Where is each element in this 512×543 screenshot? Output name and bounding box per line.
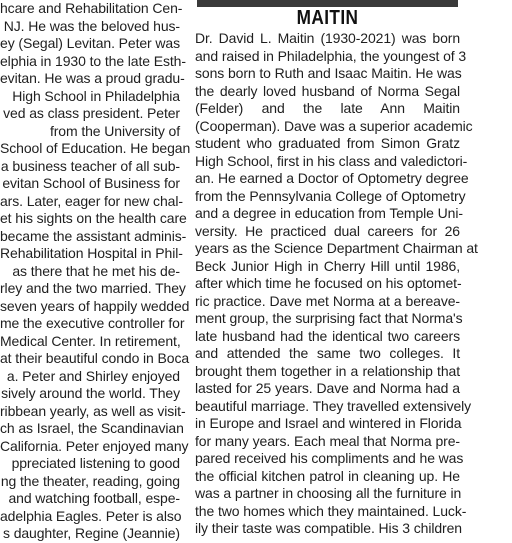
text-line: ch as Israel, the Scandinavian bbox=[0, 420, 184, 436]
text-line: California. Peter enjoyed many bbox=[0, 437, 189, 454]
text-line: (Cooperman). Dave was a superior academic bbox=[195, 117, 473, 134]
text-line: evitan School of Business for bbox=[2, 175, 180, 191]
text-line: for many years. Each meal that Norma pre- bbox=[195, 432, 460, 449]
text-line: from the Pennsylvania College of Optometry bbox=[195, 187, 466, 204]
text-line: and a degree in education from Temple Uni- bbox=[195, 205, 463, 221]
text-line: s daughter, Regine (Jeannie) bbox=[3, 525, 180, 541]
text-line: NJ. He was the beloved hus- bbox=[3, 17, 180, 34]
text-line: the official kitchen patrol in cleaning up. He bbox=[195, 467, 460, 484]
text-line: adelphia Eagles. Peter is also bbox=[0, 507, 182, 524]
text-line: me the executive controller for bbox=[0, 315, 185, 331]
text-line: a. Peter and Shirley enjoyed bbox=[6, 367, 180, 384]
text-line: ars. Later, eager for new chal- bbox=[0, 192, 183, 209]
text-line: and raised in Philadelphia, the youngest of 3 bbox=[195, 47, 467, 64]
text-line: the dearly loved husband of Norma Segal bbox=[195, 82, 460, 99]
text-line: versity. He practiced dual careers for 26 bbox=[195, 222, 460, 239]
obituary-heading: MAITIN bbox=[296, 7, 359, 29]
text-line: (Felder) and the late Ann Maitin bbox=[195, 100, 460, 116]
text-line: from the University of bbox=[49, 122, 180, 139]
text-line: in Europe and Israel and wintered in Florida bbox=[195, 415, 462, 431]
text-line: brought them together in a relationship that bbox=[195, 362, 460, 379]
maitin-obituary-column bbox=[195, 0, 478, 536]
text-line: sons born to Ruth and Isaac Maitin. He was bbox=[195, 65, 462, 81]
text-line: School of Education. He began bbox=[0, 140, 191, 156]
text-line: ily their taste was compatible. His 3 children bbox=[195, 520, 462, 536]
left-obituary-text bbox=[0, 0, 191, 543]
text-line: as there that he met his de- bbox=[12, 262, 180, 279]
maitin-obituary-text bbox=[195, 30, 478, 538]
text-line: seven years of happily wedded bbox=[0, 297, 190, 314]
text-line: ppreciated listening to good bbox=[11, 455, 180, 471]
text-line: sively around the world. They bbox=[1, 385, 180, 401]
left-obituary-column bbox=[0, 0, 191, 541]
text-line: ment group, the surprising fact that Norma's bbox=[195, 310, 463, 326]
text-line: lasted for 25 years. Dave and Norma had a bbox=[195, 380, 460, 396]
text-line: ey (Segal) Levitan. Peter was bbox=[0, 35, 180, 51]
text-line: elphia in 1930 to the late Esth- bbox=[0, 52, 186, 69]
text-line: a business teacher of all sub- bbox=[0, 157, 180, 174]
text-line: High School in Philadelphia bbox=[12, 87, 180, 104]
text-line: Dr. David L. Maitin (1930-2021) was born bbox=[195, 30, 460, 46]
text-line: and watching football, espe- bbox=[8, 490, 180, 506]
text-line: hcare and Rehabilitation Cen- bbox=[0, 0, 183, 16]
text-line: pared received his compliments and he was bbox=[195, 450, 464, 466]
text-line: beautiful marriage. They travelled extensively bbox=[195, 397, 472, 414]
text-line: Medical Center. In retirement, bbox=[0, 332, 181, 349]
text-line: became the assistant adminis- bbox=[0, 227, 187, 244]
text-line: Beck Junior High in Cherry Hill until 1986, bbox=[195, 257, 460, 274]
text-line: ribbean yearly, as well as visit- bbox=[0, 402, 186, 419]
text-line: and attended the same two colleges. It bbox=[195, 345, 460, 361]
text-line: evitan. He was a proud gradu- bbox=[0, 70, 185, 86]
text-line: et his sights on the health care bbox=[0, 210, 187, 226]
text-line: ved as class president. Peter bbox=[3, 105, 180, 121]
text-line: ng the theater, reading, going bbox=[0, 472, 180, 489]
text-line: High School, first in his class and valedictori- bbox=[195, 152, 468, 169]
text-line: student who graduated from Simon Gratz bbox=[195, 135, 460, 151]
text-line: late husband had the identical two careers bbox=[195, 327, 460, 344]
text-line: ric practice. Dave met Norma at a bereave- bbox=[195, 292, 460, 309]
text-line: after which time he focused on his optomet- bbox=[195, 275, 462, 291]
text-line: the two homes which they maintained. Luck- bbox=[195, 502, 467, 519]
text-line: Rehabilitation Hospital in Phil- bbox=[0, 245, 183, 261]
text-line: years as the Science Department Chairman at bbox=[195, 240, 478, 256]
text-line: was a partner in choosing all the furniture in bbox=[195, 485, 462, 501]
text-line: at their beautiful condo in Boca bbox=[0, 350, 190, 366]
text-line: an. He earned a Doctor of Optometry degree bbox=[195, 170, 469, 186]
text-line: rley and the two married. They bbox=[0, 280, 186, 296]
